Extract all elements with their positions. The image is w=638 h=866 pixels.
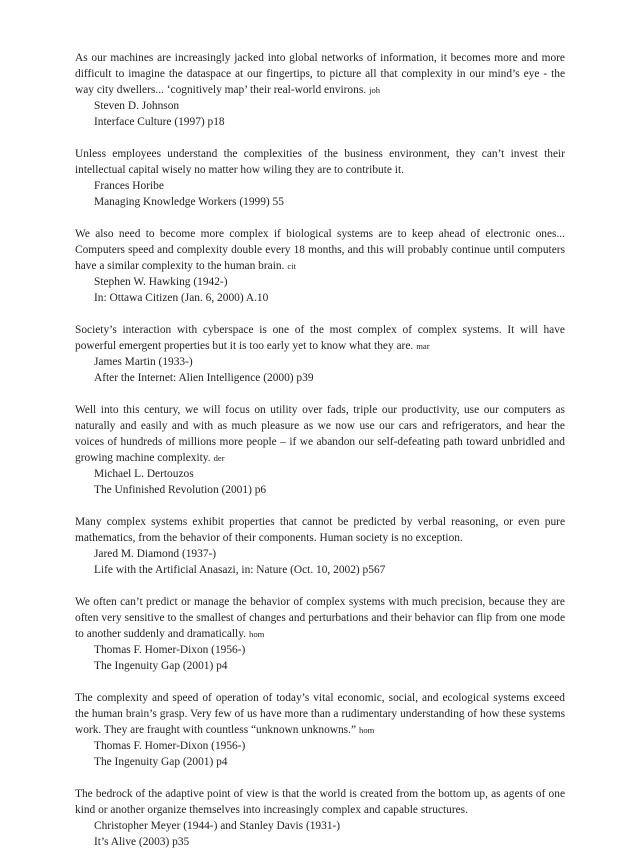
quote-author: Thomas F. Homer-Dixon (1956-) [94,644,246,656]
quote-block [75,50,565,130]
quote-author: James Martin (1933-) [94,356,193,368]
quote-author: Jared M. Diamond (1937-) [94,548,217,560]
quote-block [75,690,565,770]
quote-tag: mar [416,341,430,351]
quote-tag: joh [369,85,381,95]
quote-author: Christopher Meyer (1944-) and Stanley Davis (1931-) [94,820,341,832]
quote-source: The Ingenuity Gap (2001) p4 [94,660,228,672]
quote-author: Thomas F. Homer-Dixon (1956-) [94,740,246,752]
quote-block [75,786,565,850]
quote-block [75,322,565,386]
quote-source: The Ingenuity Gap (2001) p4 [94,756,228,768]
quote-author: Michael L. Dertouzos [94,468,194,480]
quote-text: We also need to become more complex if biological systems are to keep ahead of electronic ones... Computers speed and complexity double every 18 months, and this will probably continue until computers have a similar complexity to the human brain. [75,228,565,272]
quote-tag: cit [287,261,296,271]
quote-text: Many complex systems exhibit properties that cannot be predicted by verbal reasoning, or even pure mathematics, from the behavior of their components. Human society is no exception. [75,516,565,544]
quote-source: The Unfinished Revolution (2001) p6 [94,484,267,496]
quote-author: Steven D. Johnson [94,100,180,112]
document-page [75,50,565,866]
quote-block [75,226,565,306]
quote-source: After the Internet: Alien Intelligence (2000) p39 [94,372,314,384]
quote-author: Frances Horibe [94,180,164,192]
quote-block [75,146,565,210]
quote-text: The bedrock of the adaptive point of view is that the world is created from the bottom up, as agents of one kind or another organize themselves into increasingly complex and capable structures. [75,788,565,816]
quote-author: Stephen W. Hawking (1942-) [94,276,228,288]
quote-text: As our machines are increasingly jacked into global networks of information, it becomes more and more difficult to imagine the dataspace at our fingertips, to picture all that complexity in our mind’s eye - the way city dwellers... ‘cognitively map’ their real-world environs. [75,52,565,96]
quote-text: Well into this century, we will focus on utility over fads, triple our productivity, use our computers as naturally and easily and with as much pleasure as we now use our cars and refrigerators, and hear the voices of hundreds of millions more people – if we abandon our self-defeating path toward unbridled and growing machine complexity. [75,404,565,464]
quote-source: In: Ottawa Citizen (Jan. 6, 2000) A.10 [94,292,269,304]
quote-text: Society’s interaction with cyberspace is one of the most complex of complex systems. It will have powerful emergent properties but it is too early yet to know what they are. [75,324,565,352]
quote-tag: hom [359,725,375,735]
quote-source: Managing Knowledge Workers (1999) 55 [94,196,284,208]
quote-text: Unless employees understand the complexities of the business environment, they can’t invest their intellectual capital wisely no matter how wiling they are to contribute it. [75,148,565,176]
quote-source: Interface Culture (1997) p18 [94,116,225,128]
quote-block [75,402,565,498]
quote-text: We often can’t predict or manage the behavior of complex systems with much precision, because they are often very sensitive to the smallest of changes and perturbations and their behavior can flip from one mode to another suddenly and dramatically. [75,596,565,640]
quote-block [75,514,565,578]
quote-source: Life with the Artificial Anasazi, in: Nature (Oct. 10, 2002) p567 [94,564,386,576]
quote-text: The complexity and speed of operation of today’s vital economic, social, and ecological systems exceed the human brain’s grasp. Very few of us have more than a rudimentary understanding of how these systems work. They are fraught with countless “unknown unknowns.” [75,692,565,736]
quote-source: It’s Alive (2003) p35 [94,836,190,848]
quote-block [75,594,565,674]
quote-tag: der [213,453,225,463]
quote-tag: hom [249,629,265,639]
